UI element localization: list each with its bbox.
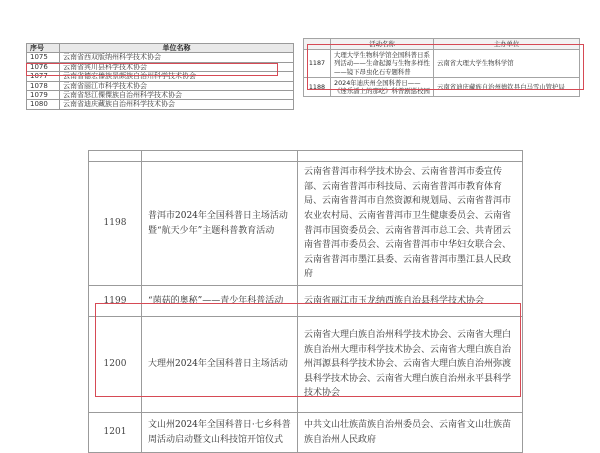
highlight-box-row-1200 xyxy=(95,303,521,397)
row-unit-name: 云南省宾川县科学技术协会 xyxy=(60,62,294,71)
row-activity-name: 普洱市2024年全国科普日主场活动暨“航天少年”主题科普教育活动 xyxy=(142,162,298,286)
row-activity-name: 大理大学生物科学馆全国科普日系列活动——生命起源与生物多样性——镜下昂虫化石专题科普 xyxy=(331,50,434,78)
row-number: 1080 xyxy=(27,100,60,109)
row-number: 1199 xyxy=(89,286,142,317)
row-unit-name: 云南省丽江市科学技术协会 xyxy=(60,81,294,90)
header-organizer: 主办单位 xyxy=(434,39,580,50)
row-number: 1076 xyxy=(27,62,60,71)
row-unit-name: 云南省西双版纳州科学技术协会 xyxy=(60,53,294,62)
row-number: 1201 xyxy=(89,413,142,453)
table-row xyxy=(27,91,294,100)
row-organizer: 云南省大理大学生物科学馆 xyxy=(434,50,580,78)
row-activity-name: 文山州2024年全国科普日·七乡科普周活动启动暨文山科技馆开馆仪式 xyxy=(142,413,298,453)
row-number: 1078 xyxy=(27,81,60,90)
activity-list-table-main xyxy=(88,150,523,453)
row-number: 1200 xyxy=(89,317,142,413)
row-number xyxy=(89,151,142,162)
header-unit-name: 单位名称 xyxy=(60,44,294,53)
row-number: 1077 xyxy=(27,72,60,81)
row-number: 1188 xyxy=(304,77,331,96)
row-number: 1075 xyxy=(27,53,60,62)
row-activity-name: “菌菇的奥秘”——青少年科普活动 xyxy=(142,286,298,317)
row-organizer: 中共文山壮族苗族自治州委员会、云南省文山壮族苗族自治州人民政府 xyxy=(298,413,523,453)
row-number: 1187 xyxy=(304,50,331,78)
row-number: 1079 xyxy=(27,91,60,100)
table-header-row xyxy=(27,44,294,53)
row-number: 1198 xyxy=(89,162,142,286)
row-organizer: 云南省迪庆藏族自治州德钦县白马雪山管护局 xyxy=(434,77,580,96)
highlight-box-row-1076 xyxy=(26,63,278,76)
row-activity-name: 2024年迪庆州全国科普日——《迷乐潘上的那吃》科普剧巡校园 xyxy=(331,77,434,96)
row-unit-name: 云南省怒江傈僳族自治州科学技术协会 xyxy=(60,91,294,100)
table-row xyxy=(27,81,294,90)
row-organizer: 云南省普洱市科学技术协会、云南省普洱市委宣传部、云南省普洱市科技局、云南省普洱市教育体育局、云南省普洱市自然资源和规划局、云南省普洱市农业农村局、云南省普洱市卫生健康委员会、云南省普洱市国资委员会、云南省普洱市总工会、共青团云南省普洱市委员会、云南省普洱市中华妇女联合会、云南省普洱市墨江县委、云南省普洱市墨江县人民政府 xyxy=(298,162,523,286)
highlight-box-row-1187 xyxy=(307,44,584,90)
row-organizer: 云南省大理白族自治州科学技术协会、云南省大理白族自治州大理市科学技术协会、云南省大理白族自治州洱源县科学技术协会、云南省大理白族自治州弥渡县科学技术协会、云南省大理白族自治州永平县科学技术协会 xyxy=(298,317,523,413)
row-activity-name xyxy=(142,151,298,162)
table-row xyxy=(27,100,294,109)
table-row xyxy=(89,162,523,286)
row-organizer xyxy=(298,151,523,162)
header-serial-number: 序号 xyxy=(27,44,60,53)
row-unit-name: 云南省德宏傣族景颇族自治州科学技术协会 xyxy=(60,72,294,81)
row-organizer: 云南省丽江市玉龙纳西族自治县科学技术协会 xyxy=(298,286,523,317)
row-activity-name: 大理州2024年全国科普日主场活动 xyxy=(142,317,298,413)
table-row xyxy=(27,53,294,62)
unit-list-table xyxy=(26,43,294,110)
table-row-empty xyxy=(89,151,523,162)
header-activity-name: 活动名称 xyxy=(331,39,434,50)
row-unit-name: 云南省迪庆藏族自治州科学技术协会 xyxy=(60,100,294,109)
